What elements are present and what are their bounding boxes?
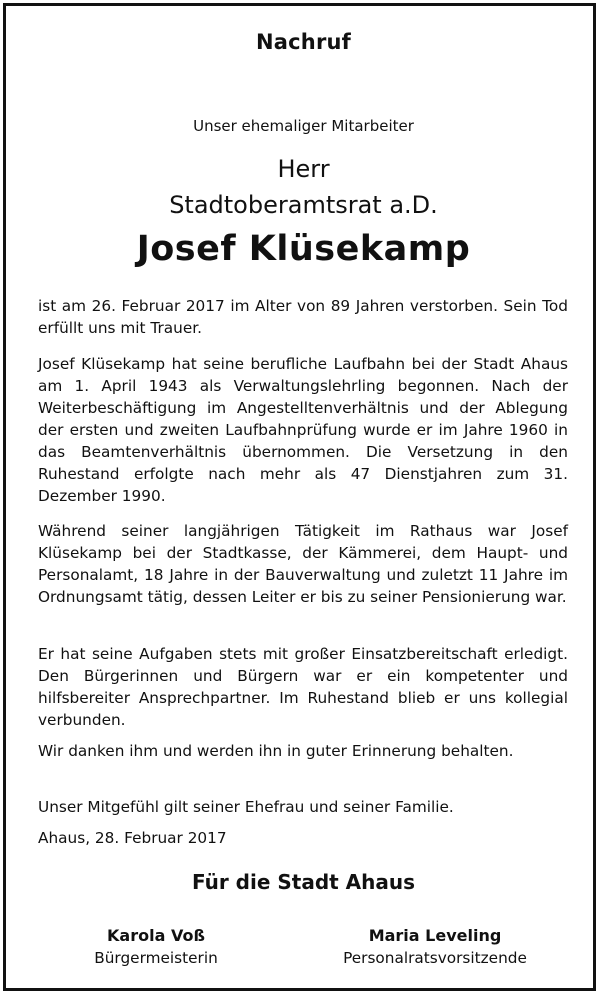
signatory-staff-council — [305, 925, 565, 969]
official-rank: Stadtoberamtsrat a.D. — [169, 191, 438, 219]
issuer: Für die Stadt Ahaus — [191, 870, 416, 894]
paragraph-death: ist am 26. Februar 2017 im Alter von 89 Jahren verstorben. Sein Tod erfüllt uns mit Trauer. — [38, 297, 568, 337]
notice-subtitle: Unser ehemaliger Mitarbeiter — [193, 117, 414, 135]
signatory-role: Bürgermeisterin — [94, 949, 218, 967]
paragraph-thanks: Wir danken ihm und werden ihn in guter Erinnerung behalten. — [38, 742, 514, 760]
signatory-role: Personalratsvorsitzende — [343, 949, 527, 967]
signatory-name: Karola Voß — [107, 926, 205, 945]
signatory-name: Maria Leveling — [368, 926, 502, 945]
paragraph-tribute: Er hat seine Aufgaben stets mit großer Einsatzbereitschaft erledigt. Den Bürgerinnen und Bürgern war er ein kompetenter und hilfsbereiter Ansprechpartner. Im Ruhestand blieb er uns kollegial verbunden. — [38, 645, 568, 729]
salutation: Herr — [277, 155, 330, 183]
deceased-name: Josef Klüsekamp — [136, 229, 471, 269]
place-date: Ahaus, 28. Februar 2017 — [38, 829, 227, 847]
paragraph-positions: Während seiner langjährigen Tätigkeit im Rathaus war Josef Klüsekamp bei der Stadtkasse, der Kämmerei, dem Haupt- und Personalamt, 18 Jahre in der Bauverwaltung und zuletzt 11 Jahre im Ordnungsamt tätig, dessen Leiter er bis zu seiner Pensionierung war. — [38, 522, 568, 606]
paragraph-career: Josef Klüsekamp hat seine berufliche Laufbahn bei der Stadt Ahaus am 1. April 1943 als Verwaltungslehrling begonnen. Nach der Weiterbeschäftigung im Angestelltenverhältnis und der Ablegung der ersten und zweiten Laufbahnprüfung wurde er im Jahre 1960 in das Beamtenverhältnis übernommen. Die Versetzung in den Ruhestand erfolgte nach mehr als 47 Dienstjahren zum 31. Dezember 1990. — [38, 355, 568, 505]
notice-heading: Nachruf — [256, 30, 351, 54]
paragraph-condolences: Unser Mitgefühl gilt seiner Ehefrau und seiner Familie. — [38, 798, 454, 816]
signatory-mayor — [26, 925, 286, 969]
